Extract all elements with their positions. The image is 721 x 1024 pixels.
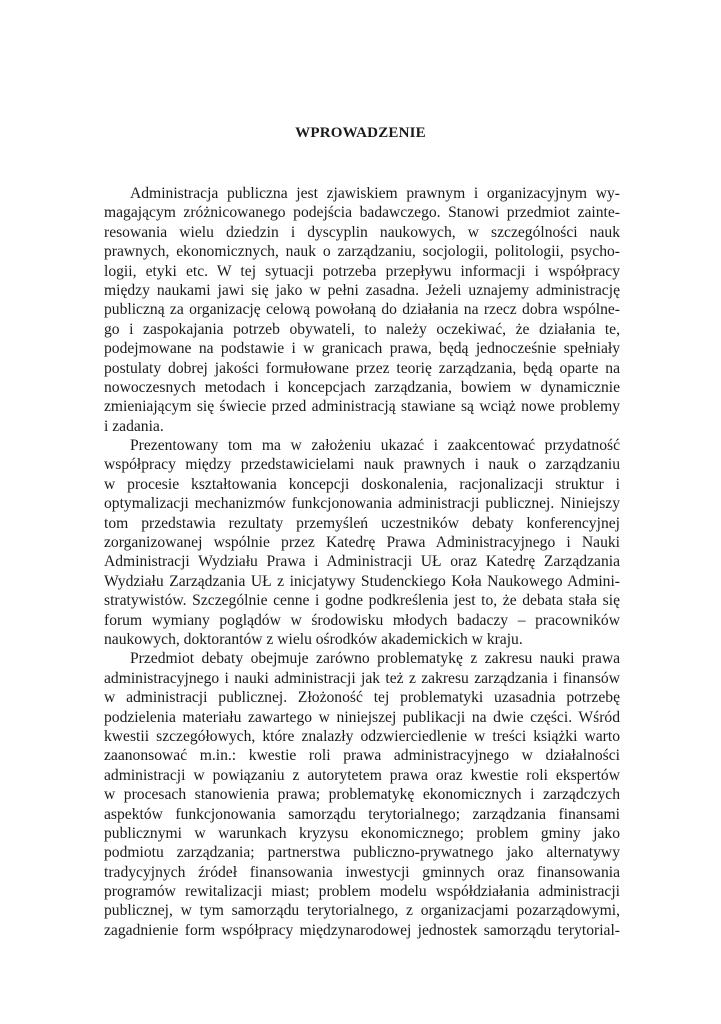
text-line: programów rewitalizacji miast; problem modelu współdziałania administracji xyxy=(104,883,620,901)
text-line: między naukami jawi się jako w pełni zasadna. Jeżeli uznajemy administrację xyxy=(104,281,620,299)
text-line: w administracji publicznej. Złożoność tej problematyki uzasadnia potrzebę xyxy=(104,689,620,707)
text-line: logii, etyki etc. W tej sytuacji potrzeba przepływu informacji i współpracy xyxy=(104,262,620,280)
text-line: postulaty dobrej jakości formułowane przez teorię zarządzania, będą oparte na xyxy=(104,359,620,377)
text-line: resowania wielu dziedzin i dyscyplin naukowych, w szczególności nauk xyxy=(104,223,620,241)
text-line: Administracja publiczna jest zjawiskiem prawnym i organizacyjnym wy- xyxy=(130,185,620,202)
text-line: tradycyjnych źródeł finansowania inwestycji gminnych oraz finansowania xyxy=(104,863,620,881)
text-line: tom przedstawia rezultaty przemyśleń uczestników debaty konferencyjnej xyxy=(104,514,620,532)
text-line: zorganizowanej wspólnie przez Katedrę Prawa Administracyjnego i Nauki xyxy=(104,534,620,552)
text-line: Wydziału Zarządzania UŁ z inicjatywy Studenckiego Koła Naukowego Admini- xyxy=(104,572,620,590)
text-line: podmiotu zarządzania; partnerstwa publiczno-prywatnego jako alternatywy xyxy=(104,844,620,862)
text-line: podzielenia materiału zawartego w niniejszej publikacji na dwie części. Wśród xyxy=(104,708,620,726)
body-text xyxy=(104,184,620,940)
text-line: go i zaspokajania potrzeb obywateli, to należy oczekiwać, że działania te, xyxy=(104,320,620,338)
text-line: kwestii szczegółowych, które znalazły odzwierciedlenie w treści książki warto xyxy=(104,727,620,745)
text-line: podejmowane na podstawie i w granicach prawa, będą jednocześnie spełniały xyxy=(104,340,620,358)
text-line: zagadnienie form współpracy międzynarodowej jednostek samorządu terytorial- xyxy=(104,921,620,939)
text-line: publiczną za organizację celową powołaną do działania na rzecz dobra wspólne- xyxy=(104,301,620,319)
text-line: Administracji Wydziału Prawa i Administracji UŁ oraz Katedrę Zarządzania xyxy=(104,553,620,571)
text-line: stratywistów. Szczególnie cenne i godne podkreślenia jest to, że debata stała się xyxy=(104,592,620,610)
text-line: zmieniającym się świecie przed administracją stawiane są wciąż nowe problemy xyxy=(104,398,620,416)
page-title: WPROWADZENIE xyxy=(295,125,426,141)
text-line: i zadania. xyxy=(104,417,164,435)
text-line: administracyjnego i nauki administracji jak też z zakresu zarządzania i finansów xyxy=(104,669,620,687)
text-line: w procesach stanowienia prawa; problematykę ekonomicznych i zarządczych xyxy=(104,786,620,804)
text-line: Przedmiot debaty obejmuje zarówno problematykę z zakresu nauki prawa xyxy=(130,650,620,668)
text-line: zaanonsować m.in.: kwestie roli prawa administracyjnego w działalności xyxy=(104,747,620,765)
text-line: w procesie kształtowania koncepcji doskonalenia, racjonalizacji struktur i xyxy=(104,475,620,493)
text-line: optymalizacji mechanizmów funkcjonowania administracji publicznej. Niniejszy xyxy=(104,495,620,513)
text-line: prawnych, ekonomicznych, nauk o zarządzaniu, socjologii, politologii, psycho- xyxy=(104,243,620,261)
text-line: nowoczesnych metodach i koncepcjach zarządzania, bowiem w dynamicznie xyxy=(104,378,620,396)
text-line: publicznymi w warunkach kryzysu ekonomicznego; problem gminy jako xyxy=(104,824,620,842)
text-line: magającym zróżnicowanego podejścia badawczego. Stanowi przedmiot zainte- xyxy=(104,204,620,222)
text-line: naukowych, doktorantów z wielu ośrodków akademickich w kraju. xyxy=(104,630,523,648)
text-line: współpracy między przedstawicielami nauk prawnych i nauk o zarządzaniu xyxy=(104,456,620,474)
text-line: aspektów funkcjonowania samorządu terytorialnego; zarządzania finansami xyxy=(104,805,620,823)
text-line: publicznej, w tym samorządu terytorialnego, z organizacjami pozarządowymi, xyxy=(104,902,620,920)
text-line: forum wymiany poglądów w środowisku młodych badaczy – pracowników xyxy=(104,611,620,629)
text-line: administracji w powiązaniu z autorytetem prawa oraz kwestie roli ekspertów xyxy=(104,766,620,784)
text-line: Prezentowany tom ma w założeniu ukazać i zaakcentować przydatność xyxy=(130,437,620,455)
